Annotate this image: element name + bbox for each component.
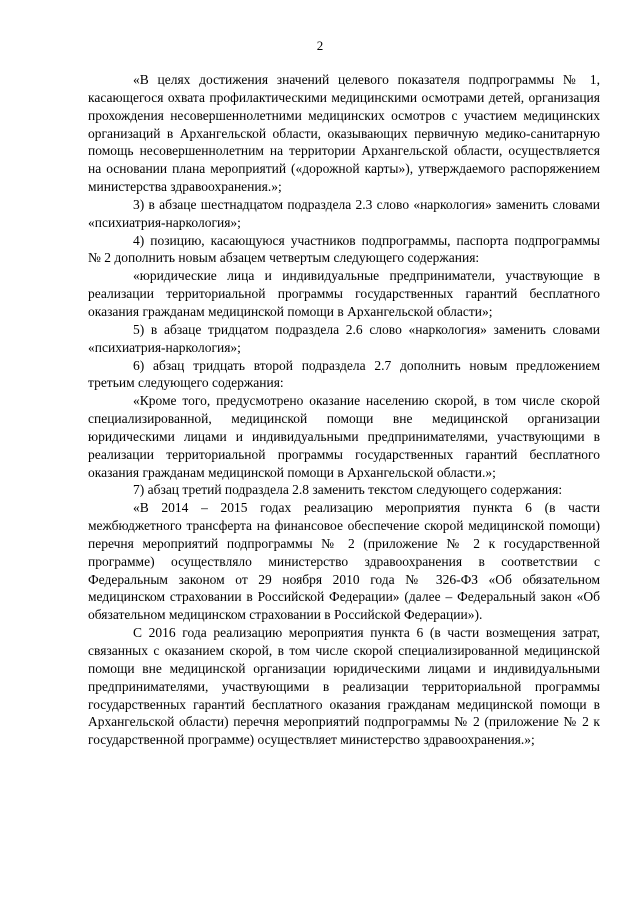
paragraph-item-4: 4) позицию, касающуюся участников подпрограммы, паспорта подпрограммы № 2 дополнить новым абзацем четвертым следующего содержания: <box>88 232 600 266</box>
paragraph-item-3: 3) в абзаце шестнадцатом подраздела 2.3 слово «наркология» заменить словами «психиатрия-наркология»; <box>88 196 600 230</box>
paragraph-2016-onward: С 2016 года реализацию мероприятия пункта 6 (в части возмещения затрат, связанных с оказанием скорой, в том числе скорой специализированной медицинской помощи вне медицинской организации юридическими лицами и индивидуальными предпринимателями, участвующими в реализации территориальной программы государственных гарантий бесплатного оказания гражданам медицинской помощи в Архангельской области) перечня мероприятий подпрограммы № 2 (приложение № 2 к государственной программе) осуществляет министерство здравоохранения.»; <box>88 625 600 748</box>
paragraph-item-7: 7) абзац третий подраздела 2.8 заменить текстом следующего содержания: <box>133 482 563 498</box>
paragraph-quote-2014-2015: «В 2014 – 2015 годах реализацию мероприятия пункта 6 (в части межбюджетного трансферта на финансовое обеспечение скорой медицинской помощи) перечня мероприятий подпрограммы № 2 (приложение № 2 к государственной программе) осуществляло министерство здравоохранения в соответствии с Федеральным законом от 29 ноября 2010 года № 326-ФЗ «Об обязательном медицинском страховании в Российской Федерации» (далее – Федеральный закон «Об обязательном медицинском страховании в Российской Федерации»). <box>88 500 600 623</box>
page-number: 2 <box>316 38 324 53</box>
document-body <box>88 71 600 749</box>
paragraph-quote-participants: «юридические лица и индивидуальные предприниматели, участвующие в реализации территориальной программы государственных гарантий бесплатного оказания гражданам медицинской помощи в Архангельской области»; <box>88 268 600 319</box>
paragraph-quote-target-indicator: «В целях достижения значений целевого показателя подпрограммы № 1, касающегося охвата профилактическими медицинскими осмотрами детей, организация прохождения несовершеннолетними медицинских осмотров с участием медицинских организаций в Архангельской области, оказывающих первичную медико-санитарную помощь несовершеннолетним на территории Архангельской области, осуществляется на основании плана мероприятий («дорожной карты»), утверждаемого распоряжением министерства здравоохранения.»; <box>88 72 600 195</box>
paragraph-quote-emergency-care: «Кроме того, предусмотрено оказание населению скорой, в том числе скорой специализированной, медицинской помощи вне медицинской организации юридическими лицами и индивидуальными предпринимателями, участвующими в реализации территориальной программы государственных гарантий бесплатного оказания гражданам медицинской помощи в Архангельской области.»; <box>88 393 600 480</box>
paragraph-item-5: 5) в абзаце тридцатом подраздела 2.6 слово «наркология» заменить словами «психиатрия-наркология»; <box>88 321 600 355</box>
paragraph-item-6: 6) абзац тридцать второй подраздела 2.7 дополнить новым предложением третьим следующего содержания: <box>88 357 600 391</box>
